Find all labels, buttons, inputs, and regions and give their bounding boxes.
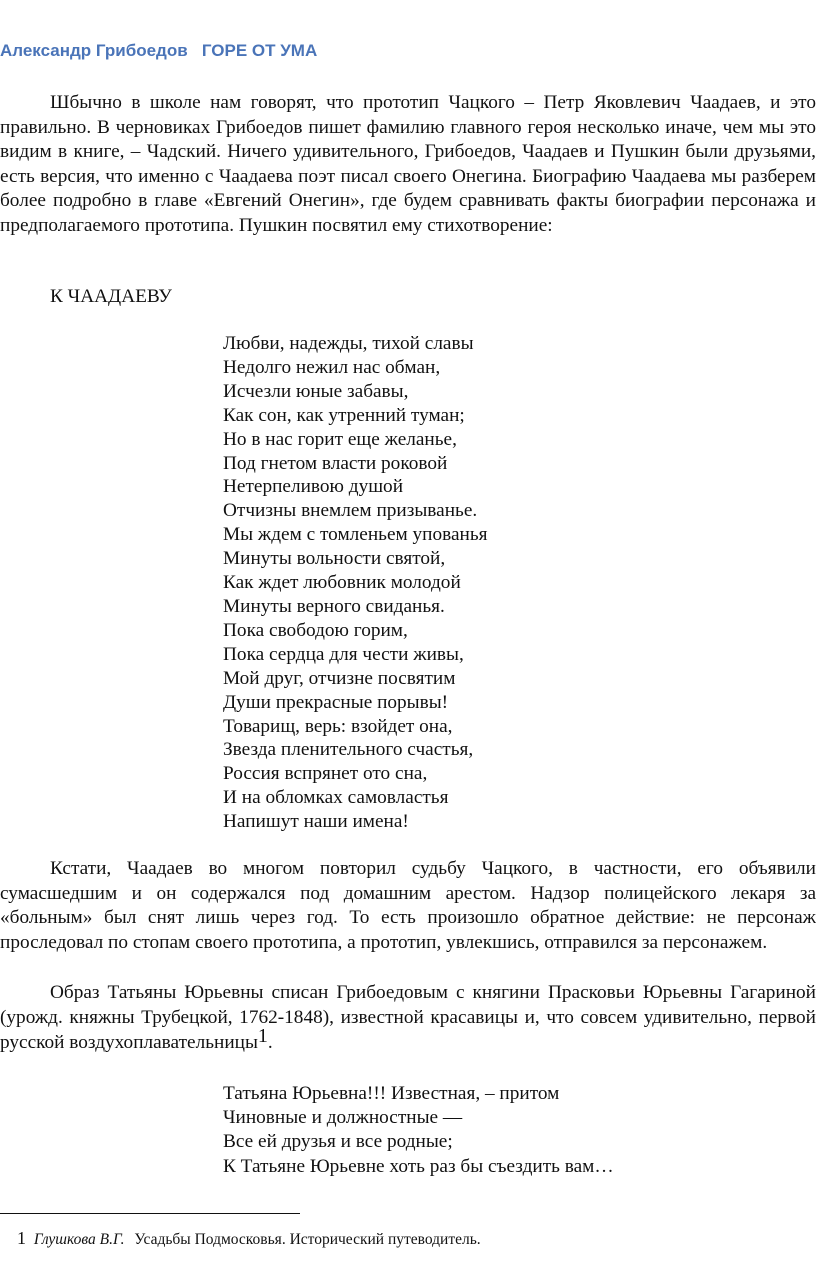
poem-line: И на обломках самовластья [223, 787, 449, 809]
poem-line: Пока свободою горим, [223, 619, 408, 641]
poem-line: Под гнетом власти роковой [223, 452, 448, 474]
poem-line: Исчезли юные забавы, [223, 380, 409, 402]
header-title: ГОРЕ ОТ УМА [201, 41, 318, 60]
poem-line: К Татьяне Юрьевне хоть раз бы съездить вам… [223, 1155, 614, 1177]
poem-line: Любви, надежды, тихой славы [223, 333, 474, 354]
poem-line: Как сон, как утренний туман; [223, 404, 465, 426]
poem-line: Все ей друзья и все родные; [223, 1131, 453, 1153]
document-header [0, 41, 317, 61]
paragraph-chaadaev-fate: Кстати, Чаадаев во многом повторил судьбу Чацкого, в частности, его объявили сумасшедшим и он содержался под домашним арестом. Надзор полицейского лекаря за «больным» был снят лишь через год. То есть произошло обратное действие: не персонаж проследовал по стопам своего прототипа, а прототип, увлекшись, отправился за персонажем. [0, 858, 816, 953]
footnote-number: 1 [17, 1228, 26, 1248]
footnote [17, 1228, 481, 1249]
footnote-text: Усадьбы Подмосковья. Исторический путеводитель. [134, 1231, 481, 1248]
poem-line: Как ждет любовник молодой [223, 572, 461, 594]
poem-line: Отчизны внемлем призыванье. [223, 500, 478, 522]
header-author: Александр Грибоедов [0, 41, 188, 60]
poem-line: Но в нас горит еще желанье, [223, 428, 457, 450]
poem-chaadaev [223, 332, 488, 834]
poem-line: Звезда пленительного счастья, [223, 739, 474, 761]
poem-line: Мой друг, отчизне посвятим [223, 667, 456, 689]
poem-line: Татьяна Юрьевна!!! Известная, – притом [223, 1083, 560, 1104]
poem-line: Нетерпеливою душой [223, 476, 404, 498]
poem-title: К ЧААДАЕВУ [50, 286, 172, 307]
paragraph-tatiana [0, 981, 816, 1056]
poem-line: Россия вспрянет ото сна, [223, 763, 428, 785]
paragraph-tatiana-text: Образ Татьяны Юрьевны списан Грибоедовым с княгини Прасковьи Юрьевны Гагариной (урожд. княжны Трубецкой, 1762-1848), известной красавицы и, что совсем удивительно, первой русской воздухоплавательницы [0, 982, 816, 1054]
footnote-reference[interactable]: 1 [257, 1025, 268, 1048]
poem-line: Чиновные и должностные — [223, 1107, 463, 1129]
poem-line: Минуты вольности святой, [223, 548, 446, 570]
poem-line: Недолго нежил нас обман, [223, 356, 441, 378]
poem-line: Минуты верного свиданья. [223, 595, 445, 617]
poem-line: Товарищ, верь: взойдет она, [223, 715, 453, 737]
poem-line: Души прекрасные порывы! [223, 691, 449, 713]
poem-line: Мы ждем с томленьем упованья [223, 524, 488, 546]
paragraph-intro: Шбычно в школе нам говорят, что прототип Чацкого – Петр Яковлевич Чаадаев, и это правильно. В черновиках Грибоедов пишет фамилию главного героя несколько иначе, чем мы это видим в книге, – Чадский. Ничего удивительного, Грибоедов, Чаадаев и Пушкин были друзьями, есть версия, что именно с Чаадаева поэт писал своего Онегина. Биографию Чаадаева мы разберем более подробно в главе «Евгений Онегин», где будем сравнивать факты биографии персонажа и предполагаемого прототипа. Пушкин посвятил ему стихотворение: [0, 92, 816, 236]
footnote-divider [0, 1213, 300, 1214]
poem-line: Напишут наши имена! [223, 811, 409, 833]
poem-quote-tatiana [223, 1082, 614, 1179]
footnote-author: Глушкова В.Г. [33, 1231, 125, 1248]
paragraph-tatiana-end: . [267, 1032, 273, 1054]
poem-line: Пока сердца для чести живы, [223, 643, 464, 665]
